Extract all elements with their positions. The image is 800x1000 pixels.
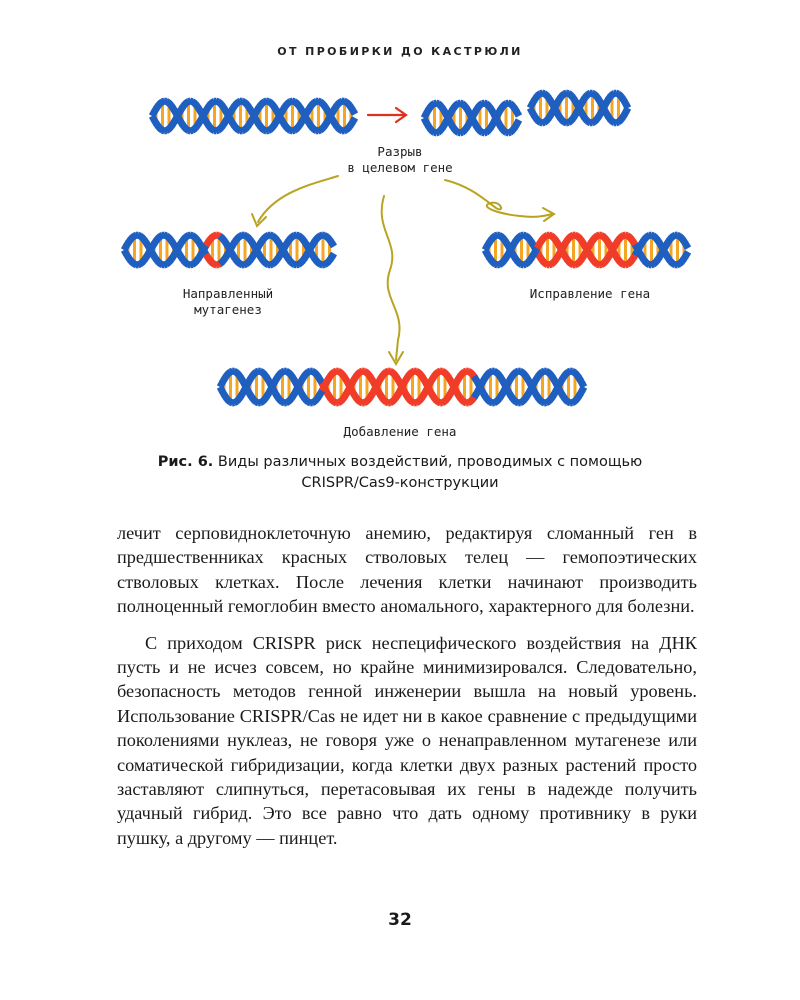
- arrow-to-mutagenesis-icon: [252, 176, 338, 226]
- crispr-figure: [0, 0, 800, 450]
- label-mutagenesis-line2: мутагенез: [194, 302, 262, 317]
- paragraph-2: С приходом CRISPR риск неспецифического воздействия на ДНК пусть и не исчез совсем, но крайне минимизировался. Следовательно, безопасность методов генной инженерии вышла на новый уровень. Использование CRISPR/Cas не идет ни в какое сравнение с предыдущими поколениями нуклеаз, не говоря уже о ненаправленном мутагенезе или соматической гибридизации, когда клетки двух разных растений просто заставляют слипнуться, перетасовывая их гены в надежде получить удачный гибрид. Это все равно что дать одному противнику в руки пушку, а другому — пинцет.: [117, 632, 697, 848]
- arrow-to-addition-icon: [382, 196, 403, 364]
- label-mutagenesis-line1: Направленный: [182, 286, 274, 301]
- red-arrow-icon: [368, 108, 406, 122]
- running-head: ОТ ПРОБИРКИ ДО КАСТРЮЛИ: [277, 45, 523, 58]
- dna-original: [152, 101, 355, 131]
- body-text: [117, 521, 697, 850]
- dna-broken-right: [530, 93, 628, 123]
- figure-caption: [120, 452, 680, 494]
- label-addition: Добавление гена: [343, 424, 457, 439]
- dna-broken-left: [424, 103, 519, 133]
- page-number: 32: [388, 910, 412, 930]
- paragraph-1: лечит серповидноклеточную анемию, редактируя сломанный ген в предшественниках красных стволовых телец — гемопоэтических стволовых клетках. После лечения клетки начинают производить полноценный гемоглобин вместо аномального, характерного для болезни.: [117, 523, 697, 617]
- arrow-to-correction-icon: [445, 180, 554, 221]
- label-correction: Исправление гена: [529, 286, 651, 301]
- label-break-line1: Разрыв: [377, 144, 423, 159]
- dna-layer: [124, 93, 688, 403]
- label-break-line2: в целевом гене: [347, 160, 453, 175]
- dna-addition: [220, 371, 584, 403]
- caption-text: Виды различных воздействий, проводимых с помощью CRISPR/Cas9-конструкции: [213, 454, 643, 491]
- dna-mutagenesis: [124, 235, 334, 265]
- label-mutagenesis: [138, 286, 318, 318]
- label-break: [300, 144, 500, 176]
- dna-correction: [485, 235, 688, 265]
- caption-label: Рис. 6.: [157, 454, 214, 470]
